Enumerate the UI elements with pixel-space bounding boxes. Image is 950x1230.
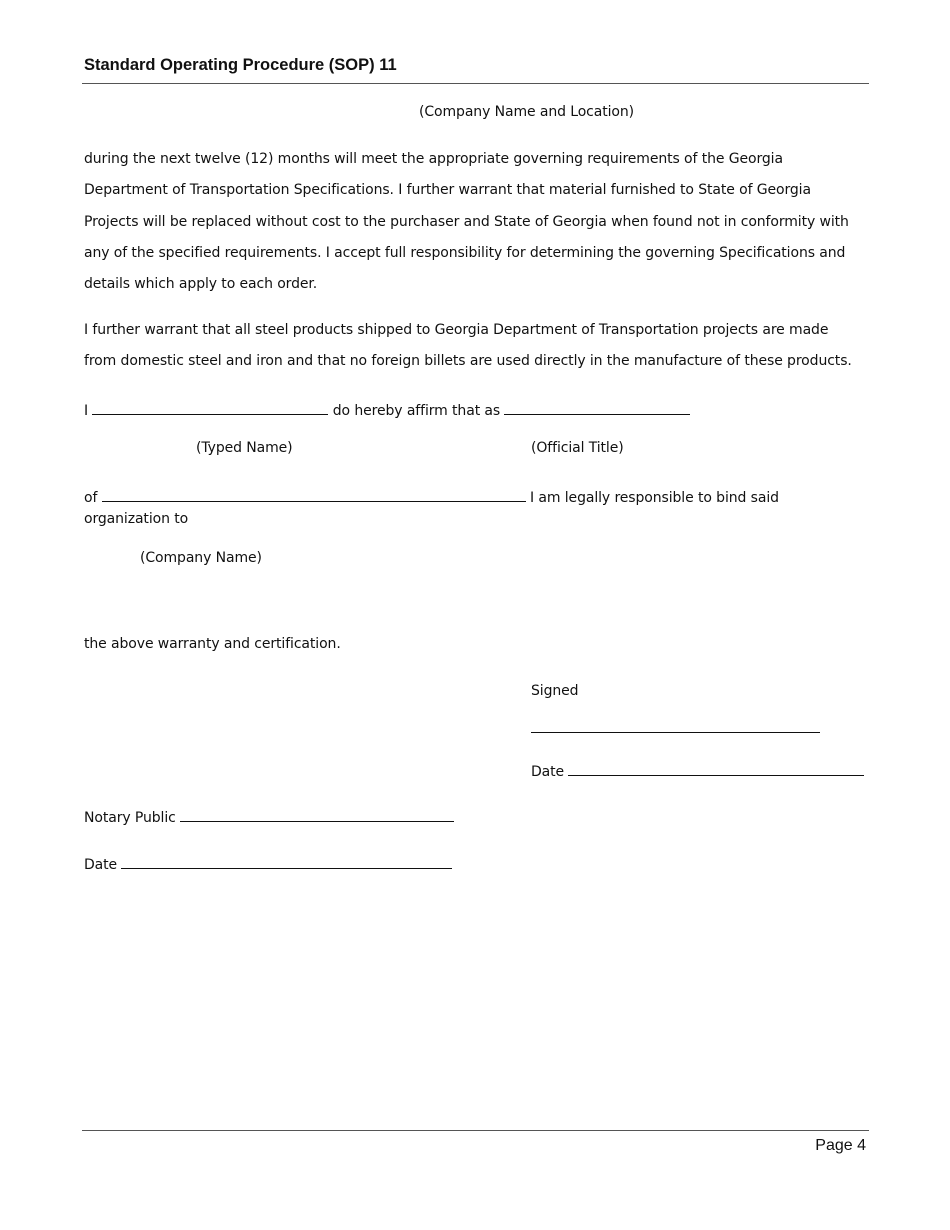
signed-date-blank[interactable] <box>568 761 864 776</box>
signed-label: Signed <box>531 683 579 699</box>
notary-date-label: Date <box>84 857 118 873</box>
steel-origin-paragraph: I further warrant that all steel products shipped to Georgia Department of Transportation projects are made from domestic steel and iron and that no foreign billets are used directly in the manufacture of these products. <box>84 322 852 370</box>
affirm-middle: do hereby affirm that as <box>332 403 501 419</box>
affirm-prefix: I <box>84 403 89 419</box>
notary-date-blank[interactable] <box>121 854 452 869</box>
footer-rule <box>82 1130 869 1131</box>
official-title-blank[interactable] <box>504 400 690 415</box>
signed-date-label: Date <box>531 764 565 780</box>
of-line <box>84 487 779 506</box>
notary-blank[interactable] <box>180 807 454 822</box>
company-location-caption: (Company Name and Location) <box>419 104 635 120</box>
header-rule <box>82 83 869 84</box>
notary-date-line <box>84 854 452 873</box>
signed-date-line <box>531 761 864 780</box>
notary-label: Notary Public <box>84 810 176 826</box>
notary-line <box>84 807 454 826</box>
affirm-line <box>84 400 690 419</box>
warranty-paragraph: during the next twelve (12) months will meet the appropriate governing requirements of the Georgia Department of Transportation Specifications. I further warrant that material furnished to State of Georgia Projects will be replaced without cost to the purchaser and State of Georgia when found not in conformity with any of the specified requirements. I accept full responsibility for determining the governing Specifications and details which apply to each order. <box>84 151 849 293</box>
page-number: Page 4 <box>815 1137 866 1154</box>
of-prefix: of <box>84 490 98 506</box>
company-name-caption: (Company Name) <box>140 550 262 566</box>
warranty-closing-text: the above warranty and certification. <box>84 636 341 652</box>
of-suffix: I am legally responsible to bind said <box>530 490 779 506</box>
signature-blank[interactable] <box>531 718 820 733</box>
typed-name-blank[interactable] <box>92 400 328 415</box>
official-title-caption: (Official Title) <box>531 440 624 456</box>
organization-to-text: organization to <box>84 511 189 527</box>
document-header-title: Standard Operating Procedure (SOP) 11 <box>84 56 397 74</box>
typed-name-caption: (Typed Name) <box>196 440 293 456</box>
company-name-blank[interactable] <box>102 487 526 502</box>
